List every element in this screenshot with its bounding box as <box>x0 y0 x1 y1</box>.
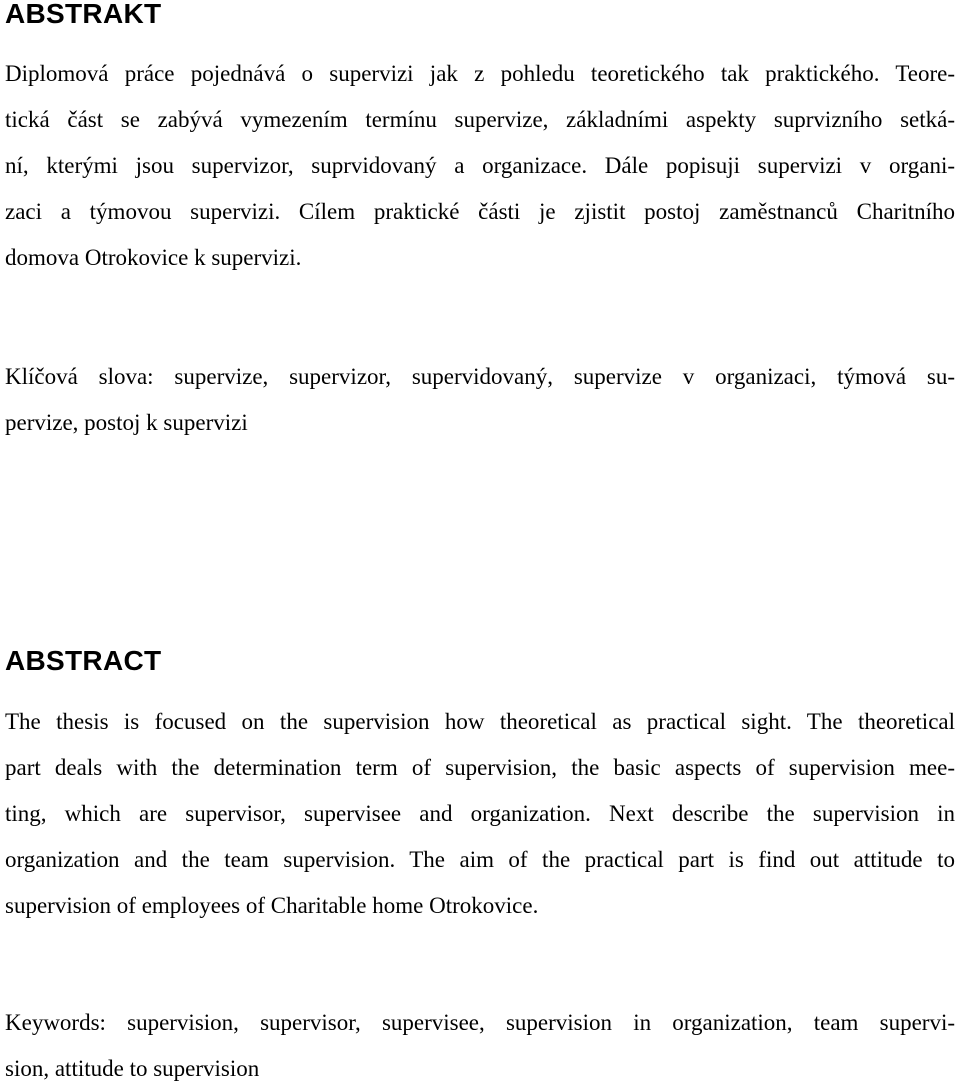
text-line: supervision of employees of Charitable home Otrokovice. <box>5 893 539 918</box>
text-line: organization and the team supervision. The aim of the practical part is find out attitude to <box>5 847 955 872</box>
czech-keywords-paragraph <box>5 354 955 446</box>
text-line: zaci a týmovou supervizi. Cílem praktické části je zjistit postoj zaměstnanců Charitního <box>5 199 955 224</box>
czech-abstract-paragraph <box>5 51 955 281</box>
text-line: tická část se zabývá vymezením termínu supervize, základními aspekty suprvizního setká- <box>5 107 955 132</box>
text-line: The thesis is focused on the supervision how theoretical as practical sight. The theoretical <box>5 709 955 734</box>
text-line: Diplomová práce pojednává o supervizi jak z pohledu teoretického tak praktického. Teore- <box>5 61 955 86</box>
text-line: domova Otrokovice k supervizi. <box>5 245 302 270</box>
english-keywords-paragraph <box>5 1000 955 1092</box>
text-line: sion, attitude to supervision <box>5 1056 260 1081</box>
text-line: ting, which are supervisor, supervisee and organization. Next describe the supervision in <box>5 801 955 826</box>
czech-abstract-heading: ABSTRAKT <box>5 0 162 29</box>
text-line: pervize, postoj k supervizi <box>5 410 248 435</box>
english-abstract-heading: ABSTRACT <box>5 645 162 676</box>
english-abstract-paragraph <box>5 699 955 929</box>
text-line: part deals with the determination term of supervision, the basic aspects of supervision mee- <box>5 755 955 780</box>
text-line: Keywords: supervision, supervisor, supervisee, supervision in organization, team supervi- <box>5 1010 955 1035</box>
text-line: ní, kterými jsou supervizor, suprvidovaný a organizace. Dále popisuji supervizi v organi- <box>5 153 955 178</box>
text-line: Klíčová slova: supervize, supervizor, supervidovaný, supervize v organizaci, týmová su- <box>5 364 955 389</box>
